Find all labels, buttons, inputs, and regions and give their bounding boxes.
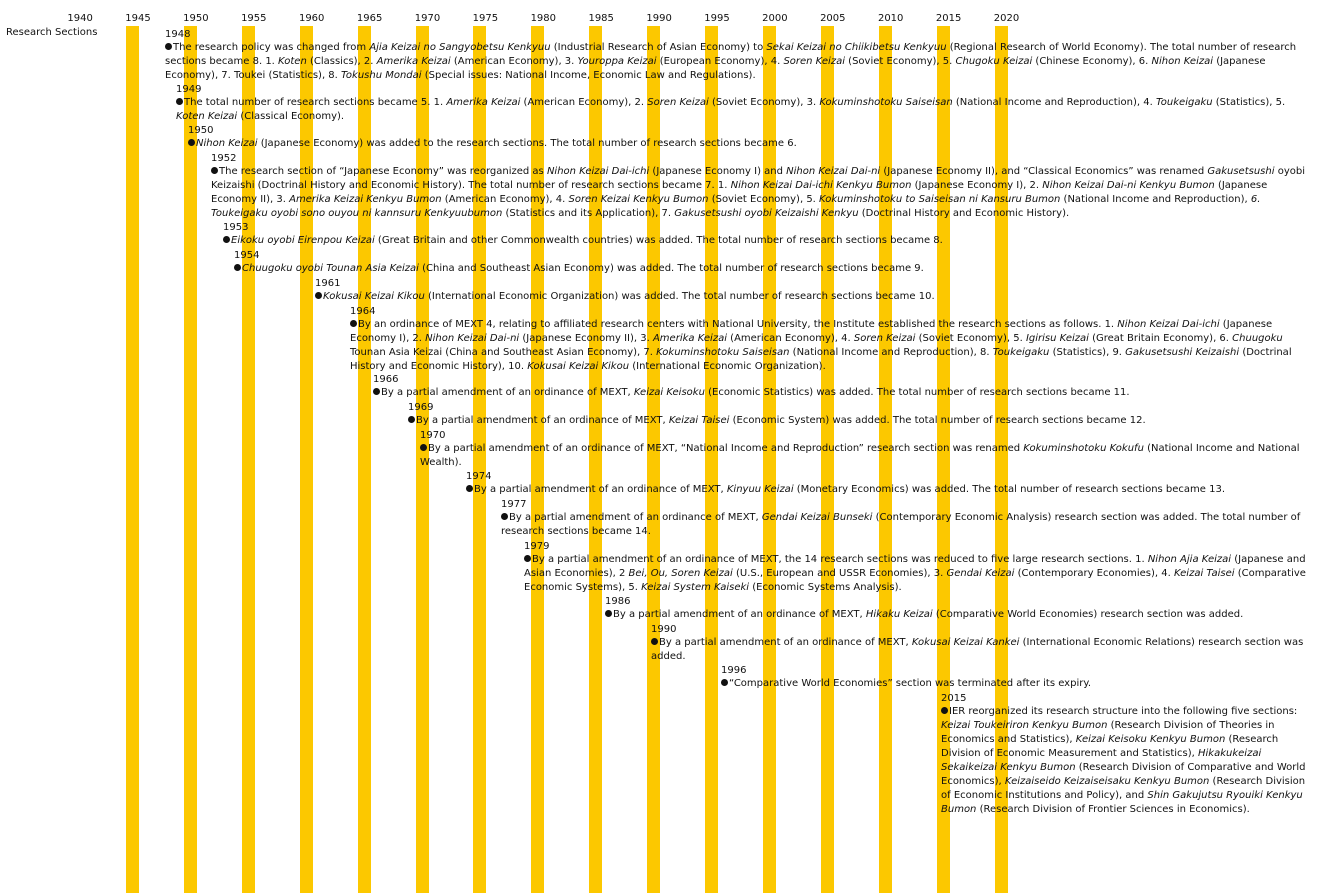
event-text: The research section of “Japanese Economy” was reorganized as <box>219 166 547 177</box>
romanized-name: Ajia Keizai no Sangyobetsu Kenkyuu <box>369 42 551 53</box>
bullet-icon <box>373 388 380 395</box>
event-text: By a partial amendment of an ordinance of MEXT, <box>509 512 762 523</box>
bullet-icon <box>315 292 322 299</box>
event-text: (National Income and Reproduction), <box>1060 194 1251 205</box>
event-text: (Contemporary Economic Analysis) research section was added. The total number of research sections became 14. <box>501 512 1301 537</box>
bullet-icon <box>721 679 728 686</box>
event-description <box>234 262 1309 276</box>
event-text: (Research Division of Economic Measurement and Statistics), <box>941 734 1279 759</box>
event-text: (International Economic Relations) research section was added. <box>651 637 1304 662</box>
romanized-name: 6. Toukeigaku oyobi sono ouyou ni kannsuru Kenkyuubumon <box>211 194 1261 219</box>
bullet-icon <box>223 236 230 243</box>
bullet-icon <box>408 416 415 423</box>
event-text: (Soviet Economy), 5. <box>915 333 1026 344</box>
event-text: (Statistics), 9. <box>1049 347 1126 358</box>
event-text: (U.S., European and USSR Economies), 3. <box>732 568 947 579</box>
bullet-icon <box>350 320 357 327</box>
year-label-2020: 2020 <box>993 13 1020 24</box>
year-label-2005: 2005 <box>820 13 846 24</box>
romanized-name: Nihon Keizai Dai-ichi Kenkyu Bumon <box>730 180 912 191</box>
bullet-icon <box>524 555 531 562</box>
event-text: By a partial amendment of an ordinance of MEXT, the 14 research sections was reduced to five large research sections. 1. <box>532 554 1148 565</box>
romanized-name: Nihon Ajia Keizai <box>1147 554 1232 565</box>
romanized-name: Nihon Keizai <box>1151 56 1214 67</box>
year-bar-1960 <box>300 26 313 893</box>
bullet-icon <box>420 444 427 451</box>
romanized-name: Keizai System Kaiseki <box>641 582 750 593</box>
event-year: 1970 <box>420 430 446 441</box>
event-text: (International Economic Organization). <box>629 361 826 372</box>
romanized-name: Igirisu Keizai <box>1025 333 1089 344</box>
year-label-2015: 2015 <box>935 13 962 24</box>
event-year: 1948 <box>165 29 191 40</box>
event-text: (Regional Research of World Economy). The total number of research sections became 8. 1. <box>165 42 1297 67</box>
event-text: (Japanese Economy I), 2. <box>350 319 1273 344</box>
event-description <box>651 636 1309 664</box>
romanized-name: Soren Keizai <box>853 333 916 344</box>
event-text: The total number of research sections became 5. 1. <box>184 97 447 108</box>
romanized-name: Kokuminshotoku Saiseisan <box>819 97 953 108</box>
event-year: 1949 <box>176 84 202 95</box>
bullet-icon <box>605 610 612 617</box>
event-description <box>373 386 1309 400</box>
romanized-name: Hikaku Keizai <box>865 609 933 620</box>
romanized-name: Gakusetsushi oyobi Keizaishi Kenkyu <box>674 208 859 219</box>
event-year: 1974 <box>466 471 492 482</box>
event-text: (Japanese Economy) was added to the research sections. The total number of research sections became 6. <box>257 138 797 149</box>
year-label-1950: 1950 <box>183 13 209 24</box>
bullet-icon <box>188 139 195 146</box>
romanized-name: Keizai Taisei <box>1173 568 1235 579</box>
event-year: 1953 <box>223 222 249 233</box>
event-text: The research policy was changed from <box>173 42 370 53</box>
event-description <box>524 553 1309 595</box>
year-bar-1965 <box>358 26 371 893</box>
romanized-name: Keizai Keisoku Kenkyu Bumon <box>1075 734 1226 745</box>
event-text: (Monetary Economics) was added. The total number of research sections became 13. <box>793 484 1226 495</box>
romanized-name: Kokuminshotoku Kokufu <box>1023 443 1144 454</box>
event-description <box>721 677 1309 691</box>
event-text: (Research Division of Theories in Economics and Statistics), <box>941 720 1275 745</box>
romanized-name: Keizai Keisoku <box>633 387 705 398</box>
event-text: (National Income and National Wealth). <box>420 443 1300 468</box>
event-year: 1961 <box>315 278 341 289</box>
event-year: 1979 <box>524 541 550 552</box>
event-year: 1977 <box>501 499 527 510</box>
event-text: (Contemporary Economies), 4. <box>1014 568 1174 579</box>
romanized-name: Bei, Ou, Soren Keizai <box>628 568 733 579</box>
event-text: (Chinese Economy), 6. <box>1032 56 1152 67</box>
event-description <box>188 137 1309 151</box>
romanized-name: Shin Gakujutsu Ryouiki Kenkyu Bumon <box>941 790 1303 815</box>
event-text: (American Economy), 4. <box>441 194 569 205</box>
romanized-name: Gakusetsushi Keizaishi <box>1125 347 1240 358</box>
event-text: (Japanese Economy II), and “Classical Economics” was renamed <box>880 166 1208 177</box>
bullet-icon <box>234 264 241 271</box>
event-text: (Economic Statistics) was added. The total number of research sections became 11. <box>704 387 1130 398</box>
event-description <box>211 165 1309 221</box>
romanized-name: Eikoku oyobi Eirenpou Keizai <box>231 235 375 246</box>
event-text: (Classical Economy). <box>237 111 345 122</box>
event-text: (Statistics and its Application), 7. <box>502 208 675 219</box>
event-text: By a partial amendment of an ordinance of MEXT, <box>474 484 727 495</box>
event-text: (Great Britain Economy), 6. <box>1088 333 1233 344</box>
year-label-1955: 1955 <box>241 13 267 24</box>
event-text: (Japanese Economy II), 3. <box>519 333 653 344</box>
event-year: 1990 <box>651 624 677 635</box>
event-description <box>408 414 1309 428</box>
romanized-name: Nihon Keizai Dai-ni <box>425 333 520 344</box>
romanized-name: Kokusai Keizai Kikou <box>323 291 425 302</box>
event-text: (Research Division of Comparative and World Economics), <box>941 762 1306 787</box>
romanized-name: Chugoku Keizai <box>955 56 1033 67</box>
romanized-name: Toukeigaku <box>992 347 1050 358</box>
romanized-name: Nihon Keizai Dai-ni Kenkyu Bumon <box>1042 180 1215 191</box>
event-text: (Research Division of Frontier Sciences in Economics). <box>976 804 1250 815</box>
event-text: (National Income and Reproduction), 4. <box>952 97 1156 108</box>
romanized-name: Toukeigaku <box>1155 97 1213 108</box>
romanized-name: Kokusai Keizai Kankei <box>911 637 1020 648</box>
event-description <box>350 318 1309 374</box>
event-description <box>605 608 1309 622</box>
event-year: 1996 <box>721 665 747 676</box>
event-text: oyobi Keizaishi (Doctrinal History and Economic History). The total number of research sections became 7. 1. <box>211 166 1305 191</box>
event-year: 1986 <box>605 596 631 607</box>
event-text: By a partial amendment of an ordinance of MEXT, <box>613 609 866 620</box>
year-label-2000: 2000 <box>762 13 788 24</box>
bullet-icon <box>176 98 183 105</box>
event-text: (National Income and Reproduction), 8. <box>789 347 993 358</box>
romanized-name: Kokusai Keizai Kikou <box>527 361 630 372</box>
event-text: (American Economy), 2. <box>520 97 648 108</box>
event-description <box>223 234 1309 248</box>
romanized-name: Nihon Keizai Dai-ni <box>786 166 881 177</box>
event-text: (Comparative Economic Systems), 5. <box>524 568 1306 593</box>
year-label-1980: 1980 <box>530 13 557 24</box>
year-bar-1945 <box>126 26 139 893</box>
event-text: (International Economic Organization) was added. The total number of research sections became 10. <box>424 291 935 302</box>
romanized-name: Kokuminshotoku Saiseisan <box>656 347 790 358</box>
event-text: (Soviet Economy), 5. <box>708 194 820 205</box>
romanized-name: Nihon Keizai Dai-ichi <box>1117 319 1220 330</box>
event-text: By a partial amendment of an ordinance of MEXT, “National Income and Reproduction” research section was renamed <box>428 443 1024 454</box>
row-label: Research Sections <box>6 27 98 38</box>
event-text: (Soviet Economy), 3. <box>708 97 820 108</box>
event-text: (American Economy), 3. <box>450 56 578 67</box>
event-text: (Japanese Economy II), 3. <box>211 180 1268 205</box>
event-text: (American Economy), 4. <box>726 333 854 344</box>
romanized-name: Keizaiseido Keizaiseisaku Kenkyu Bumon <box>1004 776 1210 787</box>
year-label-2010: 2010 <box>877 13 904 24</box>
event-year: 1952 <box>211 153 237 164</box>
bullet-icon <box>165 43 172 50</box>
romanized-name: Amerika Keizai <box>446 97 521 108</box>
romanized-name: Keizai Taisei <box>668 415 730 426</box>
romanized-name: Gendai Keizai <box>946 568 1015 579</box>
romanized-name: Sekai Keizai no Chiikibetsu Kenkyuu <box>766 42 947 53</box>
romanized-name: Keizai Toukeiriron Kenkyu Bumon <box>941 720 1108 731</box>
year-label-1975: 1975 <box>472 13 499 24</box>
event-text: (Special issues: National Income, Economic Law and Regulations). <box>421 70 756 81</box>
romanized-name: Hikakukeizai Sekaikeizai Kenkyu Bumon <box>941 748 1262 773</box>
event-text: (Classics), 2. <box>306 56 377 67</box>
event-description <box>315 290 1309 304</box>
romanized-name: Chuugoku oyobi Tounan Asia Keizai <box>242 263 419 274</box>
romanized-name: Soren Keizai <box>783 56 845 67</box>
event-description <box>176 96 1309 124</box>
romanized-name: Amerika Keizai <box>652 333 727 344</box>
romanized-name: Gakusetsushi <box>1207 166 1275 177</box>
year-label-1940: 1940 <box>67 13 93 24</box>
bullet-icon <box>501 513 508 520</box>
romanized-name: Amerika Keizai <box>376 56 451 67</box>
event-text: (Economic Systems Analysis). <box>749 582 902 593</box>
event-text: (Comparative World Economies) research section was added. <box>932 609 1244 620</box>
romanized-name: Kinyuu Keizai <box>726 484 794 495</box>
year-label-1945: 1945 <box>125 13 151 24</box>
event-year: 1950 <box>188 125 214 136</box>
event-text: (Doctrinal History and Economic History). <box>858 208 1070 219</box>
event-text: “Comparative World Economies” section was terminated after its expiry. <box>729 678 1092 689</box>
event-text: IER reorganized its research structure into the following five sections: <box>949 706 1298 717</box>
year-label-1965: 1965 <box>356 13 383 24</box>
event-text: (Economic System) was added. The total number of research sections became 12. <box>729 415 1146 426</box>
event-description <box>466 483 1309 497</box>
romanized-name: Nihon Keizai <box>196 138 258 149</box>
romanized-name: Chuugoku <box>1232 333 1283 344</box>
year-label-1960: 1960 <box>298 13 325 24</box>
event-year: 1966 <box>373 374 399 385</box>
event-text: (China and Southeast Asian Economy) was added. The total number of research sections became 9. <box>418 263 924 274</box>
bullet-icon <box>941 707 948 714</box>
event-text: By a partial amendment of an ordinance of MEXT, <box>416 415 669 426</box>
romanized-name: Soren Keizai Kenkyu Bumon <box>568 194 709 205</box>
event-year: 1969 <box>408 402 434 413</box>
event-description <box>501 511 1309 539</box>
romanized-name: Amerika Keizai Kenkyu Bumon <box>289 194 442 205</box>
romanized-name: Gendai Keizai Bunseki <box>761 512 873 523</box>
event-year: 1964 <box>350 306 376 317</box>
event-text: (Research Division of Economic Institutions and Policy), and <box>941 776 1306 801</box>
event-year: 2015 <box>941 693 967 704</box>
year-label-1970: 1970 <box>414 13 441 24</box>
event-text: (Japanese Economy), 7. Toukei (Statistics), 8. <box>165 56 1266 81</box>
romanized-name: Koten Keizai <box>176 111 238 122</box>
event-year: 1954 <box>234 250 260 261</box>
event-text: By a partial amendment of an ordinance of MEXT, <box>381 387 634 398</box>
romanized-name: Koten <box>278 56 307 67</box>
year-label-1995: 1995 <box>704 13 730 24</box>
event-text: (Japanese Economy I), 2. <box>911 180 1043 191</box>
event-text: By a partial amendment of an ordinance of MEXT, <box>659 637 912 648</box>
event-description <box>941 705 1309 817</box>
event-text: By an ordinance of MEXT 4, relating to affiliated research centers with National University, the Institute established the research sections as follows. 1. <box>358 319 1118 330</box>
year-bar-1955 <box>242 26 255 893</box>
event-text: (European Economy), 4. <box>656 56 784 67</box>
bullet-icon <box>466 485 473 492</box>
event-text: (Japanese and Asian Economies), 2 <box>524 554 1306 579</box>
event-text: (Soviet Economy), 5. <box>844 56 956 67</box>
event-text: (Industrial Research of Asian Economy) to <box>550 42 767 53</box>
bullet-icon <box>211 167 218 174</box>
romanized-name: Tokushu Mondai <box>341 70 422 81</box>
year-label-1990: 1990 <box>646 13 672 24</box>
event-text: Tounan Asia Keizai (China and Southeast Asian Economy), 7. <box>350 347 657 358</box>
year-bar-1950 <box>184 26 197 893</box>
event-text: (Statistics), 5. <box>1212 97 1286 108</box>
year-label-1985: 1985 <box>588 13 614 24</box>
romanized-name: Kokuminshotoku to Saiseisan ni Kansuru Bumon <box>819 194 1061 205</box>
event-text: (Great Britain and other Commonwealth countries) was added. The total number of research sections became 8. <box>374 235 943 246</box>
romanized-name: Soren Keizai <box>647 97 709 108</box>
event-description <box>165 41 1309 83</box>
event-text: (Japanese Economy I) and <box>649 166 787 177</box>
event-text: (Doctrinal History and Economic History), 10. <box>350 347 1292 372</box>
romanized-name: Youroppa Keizai <box>577 56 657 67</box>
event-description <box>420 442 1309 470</box>
romanized-name: Nihon Keizai Dai-ichi <box>546 166 650 177</box>
bullet-icon <box>651 638 658 645</box>
